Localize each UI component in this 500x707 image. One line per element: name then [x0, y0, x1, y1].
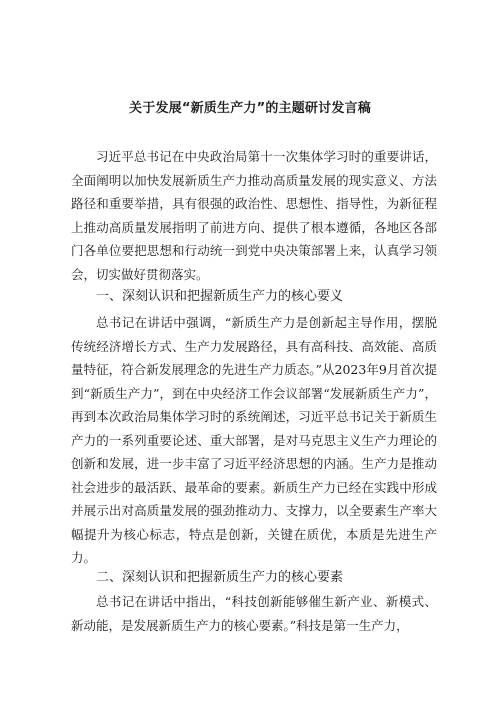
- section-heading-1: 一、深刻认识和把握新质生产力的核心要义: [96, 289, 344, 304]
- section-heading-2: 二、深刻认识和把握新质生产力的核心要素: [96, 570, 344, 585]
- document-title: 关于发展“新质生产力”的主题研讨发言稿: [129, 101, 371, 116]
- paragraph-section-2: 总书记在讲话中指出，“科技创新能够催生新产业、新模式、新动能，是发展新质生产力的核心要素。”科技是第一生产力，: [71, 594, 437, 633]
- paragraph-intro: 习近平总书记在中央政治局第十一次集体学习时的重要讲话，全面阐明以加快发展新质生产力推动高质量发展的现实意义、方法路径和重要举措，具有很强的政治性、思想性、指导性，为新征程上推动高质量发展指明了前进方向、提供了根本遵循，各地区各部门各单位要把思想和行动统一到党中央决策部署上来，认真学习领会，切实做好贯彻落实。: [71, 149, 437, 282]
- paragraph-section-1: 总书记在讲话中强调，“新质生产力是创新起主导作用，摆脱传统经济增长方式、生产力发展路径，具有高科技、高效能、高质量特征，符合新发展理念的先进生产力质态。”从2023年9月首次提到“新质生产力”，到在中央经济工作会议部署“发展新质生产力”，再到本次政治局集体学习时的系统阐述，习近平总书记关于新质生产力的一系列重要论述、重大部署，是对马克思主义生产力理论的创新和发展，进一步丰富了习近平经济思想的内涵。生产力是推动社会进步的最活跃、最革命的要素。新质生产力已经在实践中形成并展示出对高质量发展的强劲推动力、支撑力，以全要素生产率大幅提升为核心标志，特点是创新，关键在质优，本质是先进生产力。: [71, 315, 437, 565]
